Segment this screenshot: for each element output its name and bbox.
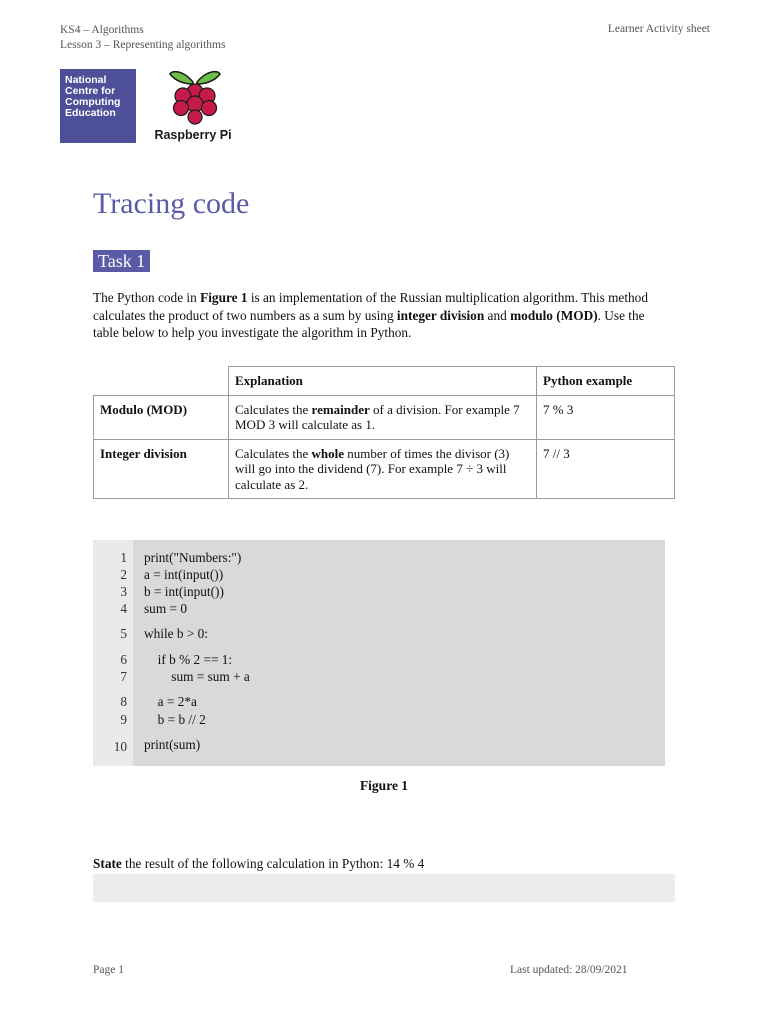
- footer-page-number: Page 1: [93, 964, 124, 976]
- code-line: b = b // 2: [151, 712, 206, 727]
- ncce-logo-line: Computing: [65, 96, 121, 108]
- line-number: 7: [120, 669, 127, 684]
- footer-last-updated: Last updated: 28/09/2021: [510, 964, 628, 976]
- code-line: sum = sum + a: [158, 669, 250, 684]
- line-number: 9: [120, 712, 127, 727]
- table-cell-example: 7 % 3: [537, 395, 675, 439]
- code-line: sum = 0: [144, 601, 187, 616]
- code-listing: [93, 540, 665, 766]
- table-cell-explanation: [229, 395, 537, 439]
- ncce-logo-line: National: [65, 74, 107, 86]
- raspberry-icon: [150, 66, 240, 126]
- line-number: 8: [120, 694, 127, 709]
- table-header-row: [94, 367, 675, 396]
- table-cell-explanation: [229, 439, 537, 499]
- line-number: 4: [120, 601, 127, 616]
- intro-text: . Use the table below to help you investigate the algorithm in Python.: [93, 307, 645, 340]
- cell-text: number of times the divisor (3) will go into the dividend (7). For example 7 ÷ 3 will calculate as 2.: [235, 445, 510, 492]
- table-row: [94, 439, 675, 499]
- table-row-heading: Modulo (MOD): [94, 395, 229, 439]
- intro-bold-text: integer division: [396, 307, 485, 323]
- code-line: if b % 2 == 1:: [151, 652, 233, 667]
- line-number: 10: [113, 739, 127, 754]
- table-row-heading: Integer division: [94, 439, 229, 499]
- raspberry-pi-logo: [150, 66, 240, 146]
- table-header-cell: Python example: [537, 367, 675, 396]
- ncce-logo: [60, 69, 136, 143]
- code-line: a = 2*a: [151, 694, 197, 709]
- intro-bold-text: modulo (MOD): [510, 307, 598, 323]
- code-line: b = int(input()): [144, 584, 224, 599]
- question-verb: State: [93, 856, 122, 871]
- table-row: [94, 395, 675, 439]
- intro-text: The Python code in: [93, 290, 201, 305]
- code-line: print(sum): [144, 737, 201, 752]
- line-number: 3: [120, 584, 127, 599]
- intro-paragraph: [93, 289, 653, 342]
- intro-text: is an implementation of the Russian multiplication algorithm. This method calculates the product of two numbers as a sum by using: [93, 290, 648, 323]
- code-line: print("Numbers:"): [144, 550, 242, 565]
- header-lesson: Lesson 3 – Representing algorithms: [60, 39, 226, 51]
- header-course: KS4 – Algorithms: [60, 24, 144, 36]
- question-body: the result of the following calculation in Python: 14 % 4: [121, 856, 425, 871]
- code-line: a = int(input()): [144, 567, 224, 582]
- page-title: Tracing code: [93, 187, 250, 220]
- cell-text: Calculates the: [235, 401, 312, 417]
- question-text: [93, 856, 424, 872]
- table-corner-cell: [94, 367, 229, 396]
- line-number: 5: [120, 626, 127, 641]
- task-label: Task 1: [93, 250, 150, 272]
- cell-text: of a division. For example 7 MOD 3 will calculate as 1.: [235, 401, 520, 432]
- cell-text: Calculates the: [235, 445, 312, 461]
- figure-caption: Figure 1: [359, 778, 409, 793]
- header-course-info: [60, 23, 225, 53]
- intro-text: and: [484, 307, 511, 323]
- header-sheet-type: Learner Activity sheet: [607, 23, 710, 35]
- ncce-logo-line: Education: [65, 107, 116, 119]
- table-cell-example: 7 // 3: [537, 439, 675, 499]
- table-header-cell: Explanation: [229, 367, 537, 396]
- ncce-logo-line: Centre for: [65, 85, 116, 97]
- answer-box[interactable]: [93, 874, 675, 902]
- intro-bold-text: Figure 1: [200, 290, 248, 305]
- cell-bold-text: remainder: [311, 401, 370, 417]
- code-line: while b > 0:: [144, 626, 209, 641]
- line-number: 6: [120, 652, 127, 667]
- cell-bold-text: whole: [311, 445, 345, 461]
- line-number: 1: [120, 550, 127, 565]
- line-number: 2: [120, 567, 127, 582]
- raspberry-pi-logo-text: Raspberry Pi: [154, 128, 232, 142]
- operators-table: [93, 366, 675, 499]
